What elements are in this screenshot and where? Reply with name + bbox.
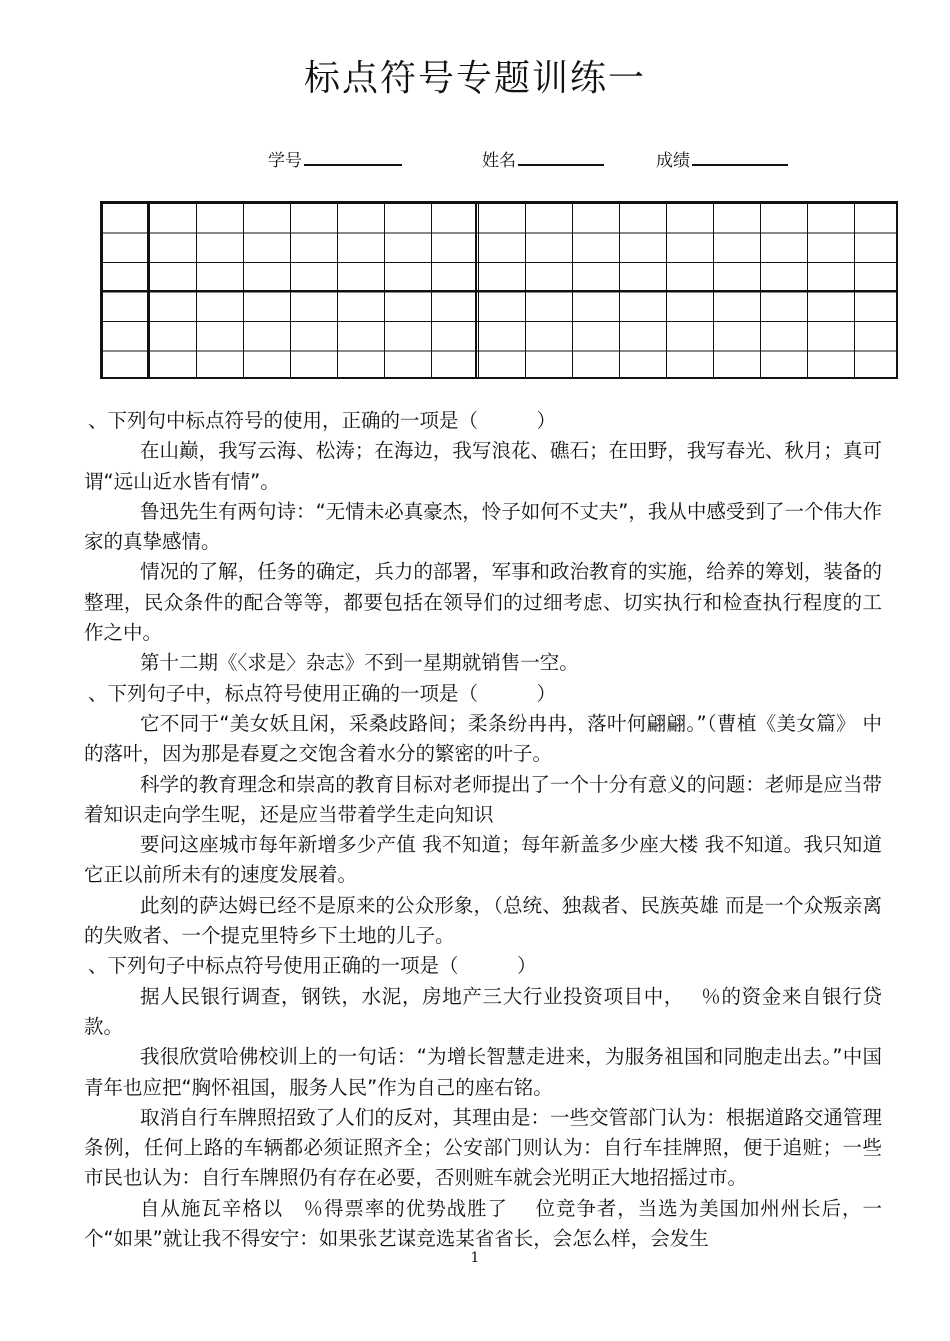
score-label: 成绩 — [656, 151, 690, 171]
question-1-option: 情况的了解，任务的确定，兵力的部署，军事和政治教育的实施，给养的筹划，装备的整理，民众条件的配合等等，都要包括在领导们的过细考虑、切实执行和检查执行程度的工作之中。 — [84, 560, 882, 645]
question-list — [84, 406, 882, 1254]
question-1-option: 在山巅，我写云海、松涛；在海边，我写浪花、礁石；在田野，我写春光、秋月；真可谓“远山近水皆有情”。 — [84, 439, 882, 493]
score-blank[interactable] — [692, 148, 788, 166]
grid-divider — [102, 290, 896, 292]
question-3-option: 取消自行车牌照招致了人们的反对，其理由是：一些交管部门认为：根据道路交通管理条例，任何上路的车辆都必须证照齐全；公安部门则认为：自行车挂牌照，便于追赃；一些市民也认为：自行车牌照仍有存在必要，否则赃车就会光明正大地招摇过市。 — [84, 1105, 882, 1190]
writing-grid — [100, 201, 898, 379]
name-label: 姓名 — [482, 151, 516, 171]
question-3-option: 我很欣赏哈佛校训上的一句话：“为增长智慧走进来，为服务祖国和同胞走出去。”中国青年也应把“胸怀祖国，服务人民”作为自己的座右铭。 — [84, 1045, 882, 1099]
question-2-option: 科学的教育理念和崇高的教育目标对老师提出了一个十分有意义的问题：老师是应当带着知识走向学生呢，还是应当带着学生走向知识 — [84, 772, 882, 826]
student-id-label: 学号 — [268, 151, 302, 171]
page-title: 标点符号专题训练一 — [303, 58, 646, 99]
question-1-option: 鲁迅先生有两句诗：“无情未必真豪杰，怜子如何不丈夫”，我从中感受到了一个伟大作家的真挚感情。 — [84, 499, 882, 554]
question-stem-2: 、下列句子中，标点符号使用正确的一项是（ ） — [88, 681, 557, 705]
question-stem-1: 、下列句中标点符号的使用，正确的一项是（ ） — [88, 409, 557, 432]
page-number: 1 — [470, 1250, 480, 1266]
question-2-option: 它不同于“美女妖且闲，采桑歧路间；柔条纷冉冉，落叶何翩翩。”（曹植《美女篇》 中的落叶，因为那是春夏之交饱含着水分的繁密的叶子。 — [84, 711, 882, 766]
score-field[interactable] — [656, 146, 788, 171]
name-field[interactable] — [482, 146, 604, 171]
grid-divider — [896, 203, 898, 377]
question-2-option: 此刻的萨达姆已经不是原来的公众形象，（总统、独裁者、民族英雄 而是一个众叛亲离的失败者、一个提克里特乡下土地的儿子。 — [84, 893, 882, 948]
question-3-option: 据人民银行调查，钢铁，水泥，房地产三大行业投资项目中， ％的资金来自银行贷款。 — [84, 984, 882, 1038]
question-3-option: 自从施瓦辛格以 ％得票率的优势战胜了 位竞争者，当选为美国加州州长后，一个“如果”就让我不得安宁：如果张艺谋竞选某省省长，会怎么样，会发生 — [84, 1196, 882, 1251]
student-id-blank[interactable] — [304, 148, 402, 166]
student-id-field[interactable] — [268, 146, 402, 171]
name-blank[interactable] — [518, 148, 604, 166]
question-2-option: 要问这座城市每年新增多少产值 我不知道；每年新盖多少座大楼 我不知道。我只知道它正以前所未有的速度发展着。 — [84, 833, 882, 887]
question-stem-3: 、下列句子中标点符号使用正确的一项是（ ） — [88, 954, 537, 978]
question-1-option: 第十二期《〈求是〉杂志》不到一星期就销售一空。 — [140, 651, 579, 675]
